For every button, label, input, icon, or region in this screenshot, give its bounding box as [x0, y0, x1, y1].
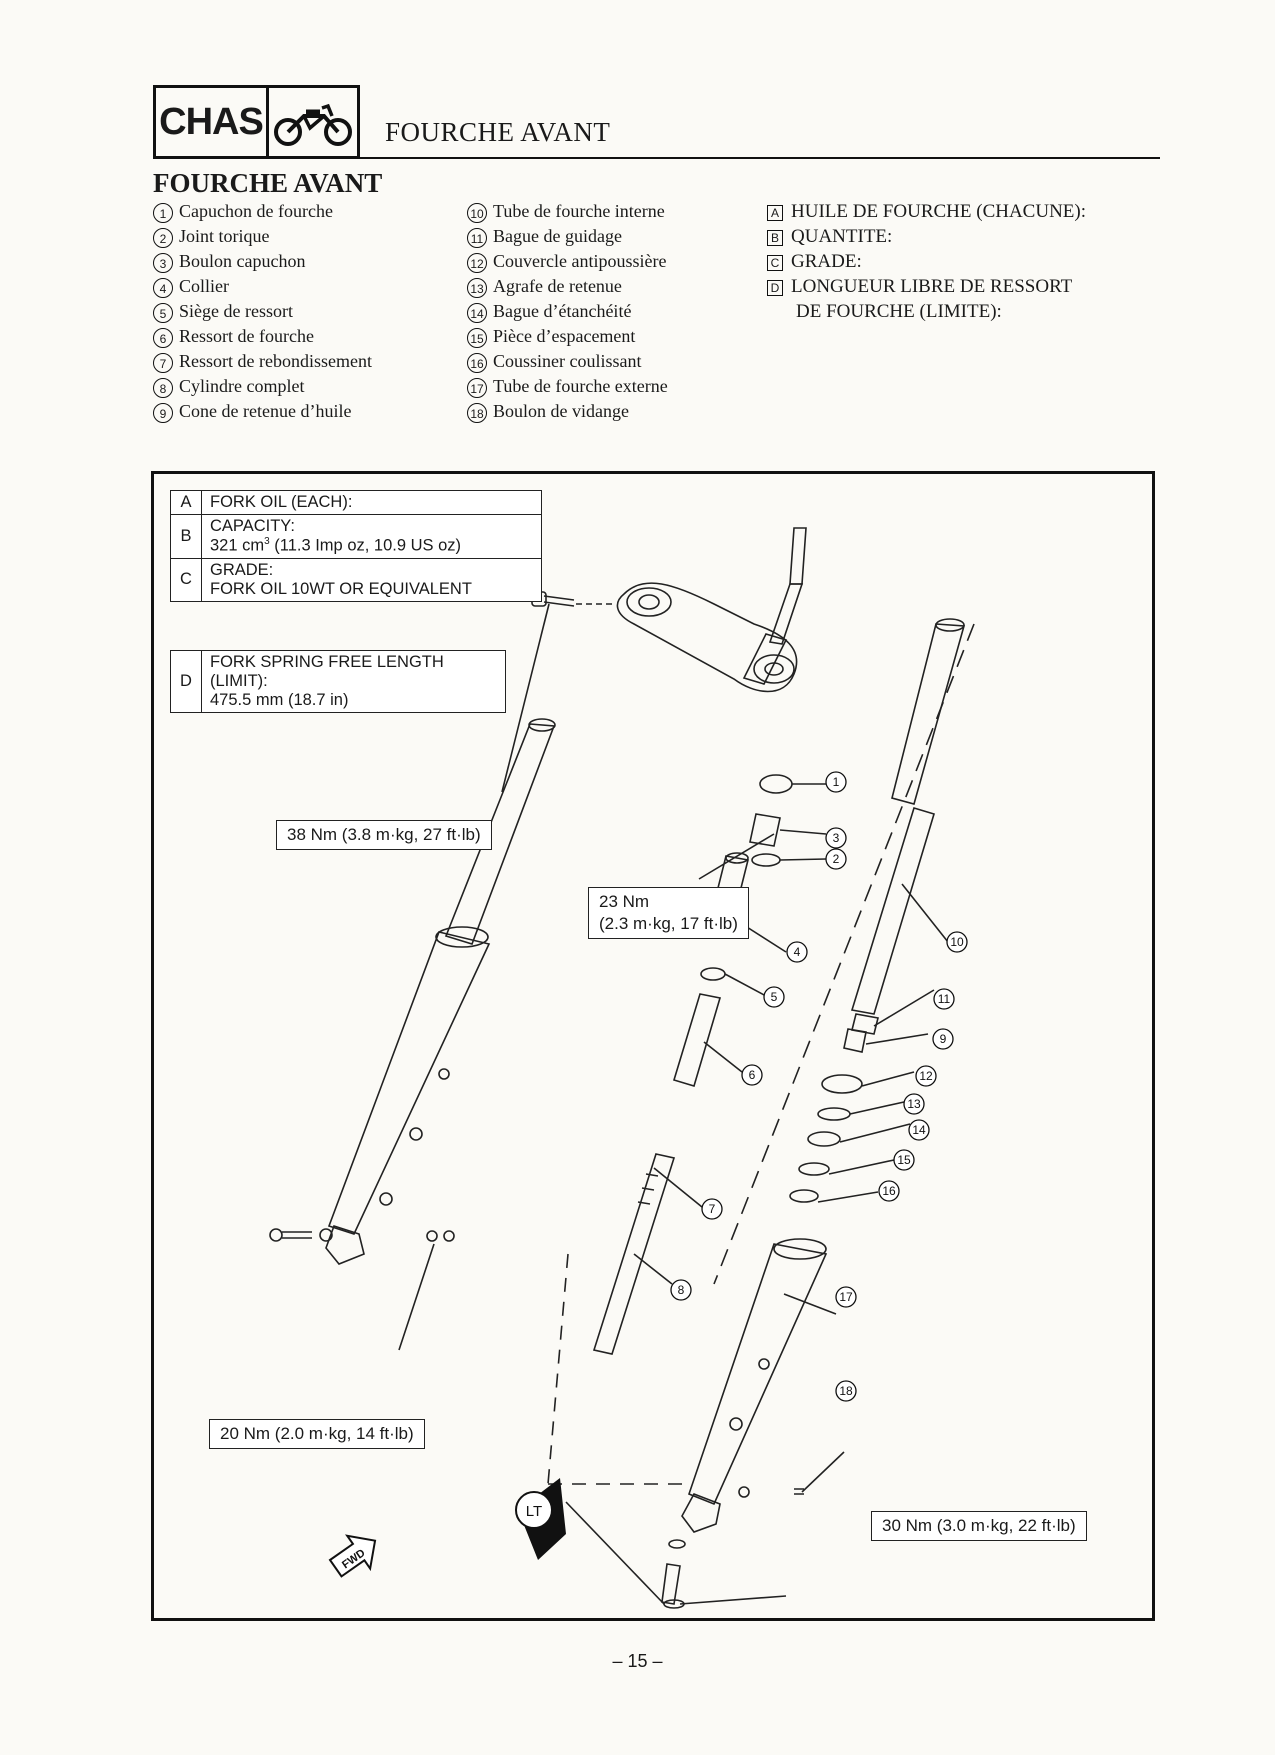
list-item: 17 Tube de fourche externe	[467, 374, 668, 399]
callout-6: 6	[748, 1068, 756, 1082]
callout-2: 2	[832, 852, 840, 866]
list-item: 13 Agrafe de retenue	[467, 274, 668, 299]
spec-capacity: CAPACITY: 321 $cm^3$ (11.3 Imp oz, 10.9 US oz)	[202, 515, 542, 559]
callout-18: 18	[839, 1384, 853, 1398]
header-rule	[360, 157, 1160, 159]
motorcycle-icon	[269, 88, 357, 156]
callout-10: 10	[950, 935, 964, 949]
list-item: 12 Couvercle antipoussière	[467, 249, 668, 274]
spec-key-b: B	[171, 515, 202, 559]
callout-11: 11	[937, 992, 951, 1006]
list-item: 18 Boulon de vidange	[467, 399, 668, 424]
torque-23nm: 23 Nm (2.3 m·kg, 17 ft·lb)	[588, 887, 749, 939]
fwd-label: FWD	[340, 1547, 368, 1572]
torque-20nm: 20 Nm (2.0 m·kg, 14 ft·lb)	[209, 1419, 425, 1449]
list-item: 9 Cone de retenue d’huile	[153, 399, 372, 424]
spec-table-d	[170, 650, 506, 713]
torque-30nm: 30 Nm (3.0 m·kg, 22 ft·lb)	[871, 1511, 1087, 1541]
spec-item: D LONGUEUR LIBRE DE RESSORT	[767, 274, 1086, 299]
spec-fork-oil: FORK OIL (EACH):	[202, 491, 542, 515]
spec-table-abc	[170, 490, 542, 602]
parts-list-right	[467, 199, 668, 424]
callout-15: 15	[897, 1153, 911, 1167]
spec-list-fr	[767, 199, 1086, 324]
callout-1: 1	[832, 775, 840, 789]
list-item: 8 Cylindre complet	[153, 374, 372, 399]
chas-badge	[153, 85, 360, 159]
list-item: 16 Coussiner coulissant	[467, 349, 668, 374]
chas-label: CHAS	[156, 88, 269, 156]
spec-key-a: A	[171, 491, 202, 515]
spec-spring-length: FORK SPRING FREE LENGTH (LIMIT): 475.5 mm (18.7 in)	[202, 651, 506, 713]
list-item: 4 Collier	[153, 274, 372, 299]
callout-8: 8	[677, 1283, 685, 1297]
callout-7: 7	[708, 1202, 716, 1216]
lt-label: LT	[525, 1503, 543, 1520]
callout-17: 17	[839, 1290, 853, 1304]
callout-3: 3	[832, 831, 840, 845]
lt-badge	[516, 1478, 566, 1560]
callout-14: 14	[912, 1123, 926, 1137]
list-item: 5 Siège de ressort	[153, 299, 372, 324]
header-title: FOURCHE AVANT	[385, 117, 611, 147]
parts-list-left	[153, 199, 372, 424]
list-item: 3 Boulon capuchon	[153, 249, 372, 274]
torque-38nm: 38 Nm (3.8 m·kg, 27 ft·lb)	[276, 820, 492, 850]
list-item: 1 Capuchon de fourche	[153, 199, 372, 224]
callout-9: 9	[939, 1032, 947, 1046]
callout-16: 16	[882, 1184, 896, 1198]
spec-item: B QUANTITE:	[767, 224, 1086, 249]
spec-item: A HUILE DE FOURCHE (CHACUNE):	[767, 199, 1086, 224]
list-item: 15 Pièce d’espacement	[467, 324, 668, 349]
list-item: 11 Bague de guidage	[467, 224, 668, 249]
list-item: 14 Bague d’étanchéité	[467, 299, 668, 324]
list-item: 2 Joint torique	[153, 224, 372, 249]
page-number: – 15 –	[612, 1651, 663, 1671]
callout-5: 5	[770, 990, 778, 1004]
spec-key-d: D	[171, 651, 202, 713]
spec-grade: GRADE: FORK OIL 10WT OR EQUIVALENT	[202, 558, 542, 601]
section-title: FOURCHE AVANT	[153, 168, 383, 198]
callout-13: 13	[907, 1097, 921, 1111]
list-item: 6 Ressort de fourche	[153, 324, 372, 349]
spec-item-cont: DE FOURCHE (LIMITE):	[796, 301, 1002, 322]
callout-12: 12	[919, 1069, 933, 1083]
spec-item: C GRADE:	[767, 249, 1086, 274]
list-item: 10 Tube de fourche interne	[467, 199, 668, 224]
exploded-diagram	[151, 471, 1155, 1621]
spec-key-c: C	[171, 558, 202, 601]
list-item: 7 Ressort de rebondissement	[153, 349, 372, 374]
fwd-arrow-icon	[324, 1524, 386, 1584]
callout-4: 4	[793, 945, 801, 959]
